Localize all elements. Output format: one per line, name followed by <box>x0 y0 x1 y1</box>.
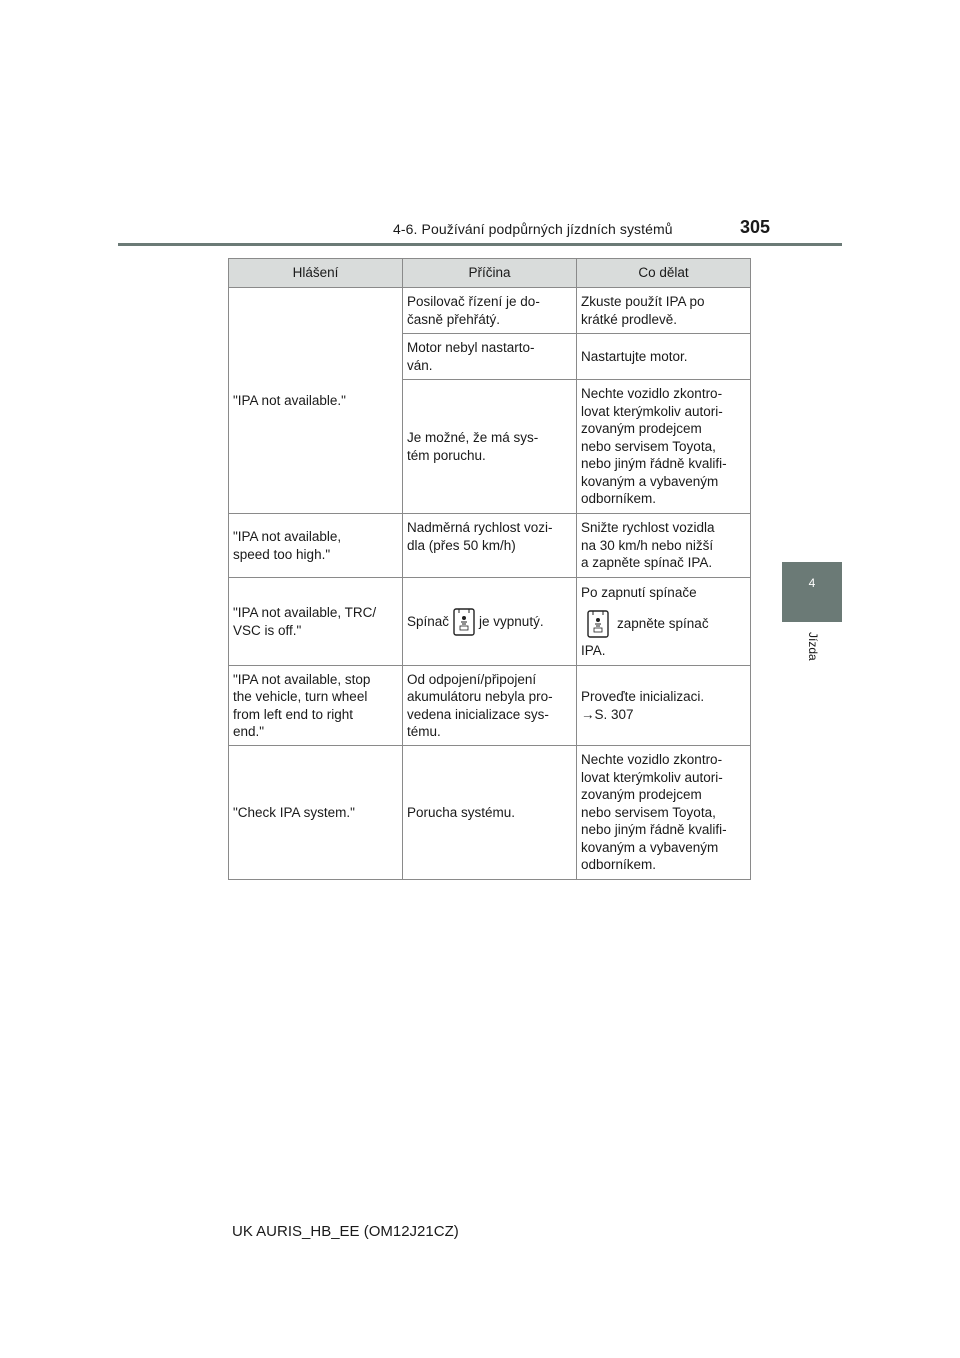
warning-messages-table <box>228 258 751 880</box>
cause-text: Porucha systému. <box>407 804 516 820</box>
vsc-off-switch-icon <box>587 610 609 638</box>
action-text: Nechte vozidlo zkontro- lovat kterýmkoliv autori- zovaným prodejcem nebo servisem Toyota, nebo jiným řádně kvalifi- kovaným a vybaveným odborníkem. <box>581 752 727 873</box>
table-row <box>229 666 751 746</box>
message-text: "Check IPA system." <box>233 804 355 820</box>
message-cell <box>229 578 403 666</box>
action-cell <box>577 380 751 514</box>
action-cell <box>577 746 751 880</box>
vsc-off-switch-icon <box>453 608 475 636</box>
cause-text-before-icon: Spínač <box>407 613 450 629</box>
cause-cell <box>403 578 577 666</box>
chapter-number: 4 <box>808 576 816 590</box>
table-row <box>229 578 751 666</box>
message-cell <box>229 514 403 578</box>
cause-cell <box>403 334 577 380</box>
cause-cell <box>403 666 577 746</box>
column-header-cause: Příčina <box>403 259 577 288</box>
cause-cell <box>403 514 577 578</box>
cause-text: Je možné, že má sys- tém poruchu. <box>407 430 539 463</box>
column-header-action: Co dělat <box>577 259 751 288</box>
action-text: Zkuste použít IPA po krátké prodlevě. <box>581 294 705 327</box>
header-divider <box>118 243 842 246</box>
message-cell <box>229 666 403 746</box>
chapter-tab <box>782 562 842 622</box>
cause-cell <box>403 746 577 880</box>
table-row <box>229 288 751 334</box>
action-text: Proveďte inicializaci. →S. 307 <box>581 689 705 722</box>
cause-text: Motor nebyl nastarto- ván. <box>407 340 535 373</box>
action-text-line3: IPA. <box>581 642 606 658</box>
message-text: "IPA not available, speed too high." <box>233 529 342 562</box>
action-text-line1: Po zapnutí spínače <box>581 585 697 600</box>
cause-text: Posilovač řízení je do- časně přehřátý. <box>407 294 540 327</box>
section-title: 4-6. Používání podpůrných jízdních systémů <box>393 221 673 237</box>
table-row <box>229 514 751 578</box>
cause-text: Od odpojení/připojení akumulátoru nebyla pro- vedena inicializace sys- tému. <box>407 671 553 739</box>
chapter-label: Jízda <box>806 632 820 661</box>
cause-cell <box>403 288 577 334</box>
action-cell <box>577 666 751 746</box>
page-number: 305 <box>740 217 771 237</box>
action-text: Nastartujte motor. <box>581 348 688 364</box>
action-cell <box>577 578 751 666</box>
manual-code: UK AURIS_HB_EE (OM12J21CZ) <box>232 1223 459 1240</box>
message-text: "IPA not available, stop the vehicle, turn wheel from left end to right end." <box>233 671 371 739</box>
message-cell <box>229 746 403 880</box>
action-cell <box>577 514 751 578</box>
action-cell <box>577 288 751 334</box>
cause-text-after-icon: je vypnutý. <box>479 613 544 629</box>
message-text: "IPA not available, TRC/ VSC is off." <box>233 605 377 638</box>
action-text: Nechte vozidlo zkontro- lovat kterýmkoliv autori- zovaným prodejcem nebo servisem Toyota, nebo jiným řádně kvalifi- kovaným a vybaveným odborníkem. <box>581 386 727 507</box>
column-header-message: Hlášení <box>229 259 403 288</box>
action-text: Snižte rychlost vozidla na 30 km/h nebo nižší a zapněte spínač IPA. <box>581 520 715 571</box>
table-row <box>229 746 751 880</box>
action-text-after-icon: zapněte spínač <box>617 615 709 631</box>
table-header-row <box>229 259 751 288</box>
message-cell <box>229 288 403 514</box>
message-text: "IPA not available." <box>233 392 346 408</box>
cause-cell <box>403 380 577 514</box>
cause-text: Nadměrná rychlost vozi- dla (přes 50 km/h) <box>407 520 553 553</box>
action-cell <box>577 334 751 380</box>
